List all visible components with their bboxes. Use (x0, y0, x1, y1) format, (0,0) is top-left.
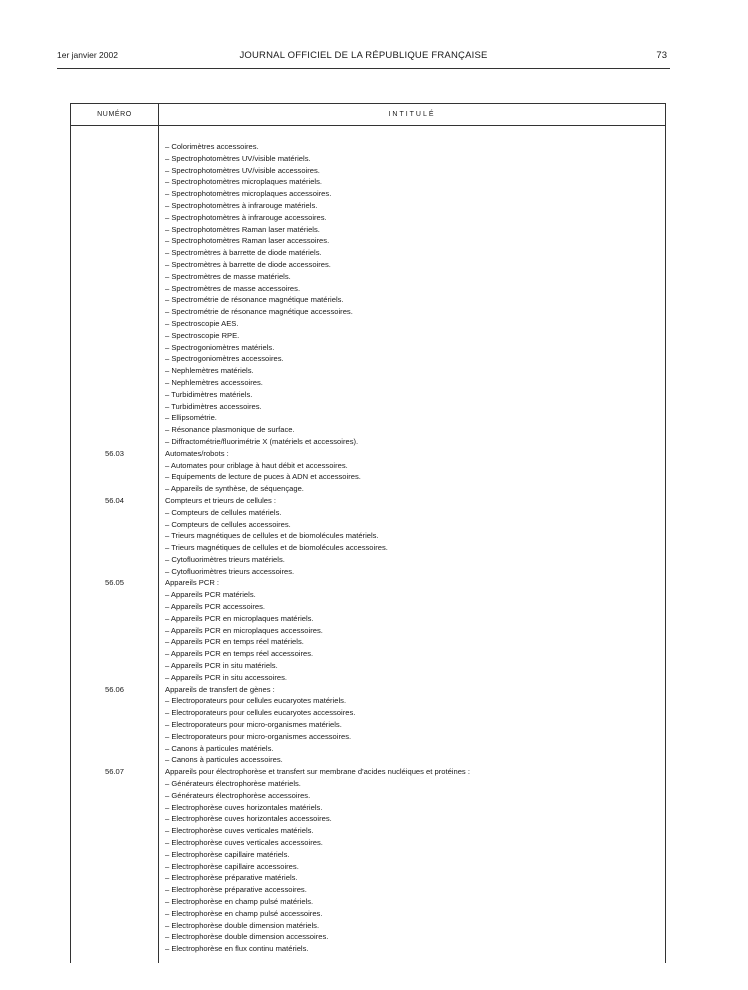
table-row (71, 342, 665, 354)
row-text: – Résonance plasmonique de surface. (165, 425, 295, 435)
table-row (71, 259, 665, 271)
row-text: – Spectrophotomètres à infrarouge accessoires. (165, 212, 327, 222)
table-row (71, 813, 665, 825)
table-row (71, 908, 665, 920)
table-row (71, 283, 665, 295)
row-text: – Générateurs électrophorèse matériels. (165, 779, 301, 789)
row-text: – Spectromètres à barrette de diode accessoires. (165, 259, 331, 269)
row-text: – Electrophorèse capillaire accessoires. (165, 861, 299, 871)
table-row (71, 224, 665, 236)
row-text: – Générateurs électrophorèse accessoires. (165, 790, 311, 800)
table-row (71, 271, 665, 283)
table-row (71, 861, 665, 873)
table-row (71, 943, 665, 955)
table-row (71, 731, 665, 743)
table-row (71, 377, 665, 389)
table-row (71, 412, 665, 424)
row-text: – Nephlemètres accessoires. (165, 377, 263, 387)
table-row (71, 200, 665, 212)
row-number: 56.04 (104, 495, 124, 505)
table-row (71, 625, 665, 637)
header-divider (57, 68, 670, 69)
row-text: – Electrophorèse en flux continu matériels. (165, 944, 309, 954)
table-row (71, 507, 665, 519)
table-row (71, 495, 665, 507)
table-row (71, 436, 665, 448)
table-row (71, 483, 665, 495)
column-header-title: INTITULÉ (388, 111, 436, 118)
journal-title: JOURNAL OFFICIEL DE LA RÉPUBLIQUE FRANÇAISE (239, 50, 488, 61)
row-text: – Appareils PCR en microplaques accessoires. (165, 625, 323, 635)
row-text: – Turbidimètres accessoires. (165, 401, 262, 411)
row-text: – Electrophorèse double dimension accessoires. (165, 932, 329, 942)
table-row (71, 872, 665, 884)
table-row (71, 389, 665, 401)
table-row (71, 554, 665, 566)
row-text: – Spectrophotomètres microplaques matériels. (165, 177, 323, 187)
table-row (71, 778, 665, 790)
table-row (71, 141, 665, 153)
table-row (71, 294, 665, 306)
table-row (71, 672, 665, 684)
table-row (71, 330, 665, 342)
row-text: – Nephlemètres matériels. (165, 366, 254, 376)
row-text: – Appareils PCR en microplaques matériels. (165, 613, 314, 623)
row-text: – Canons à particules matériels. (165, 743, 274, 753)
table-row (71, 247, 665, 259)
row-text: – Electrophorèse cuves horizontales accessoires. (165, 814, 332, 824)
table-row (71, 884, 665, 896)
row-text: – Compteurs de cellules matériels. (165, 507, 282, 517)
row-text: – Diffractométrie/fluorimétrie X (matériels et accessoires). (165, 436, 359, 446)
row-text: Automates/robots : (165, 448, 229, 458)
table-row (71, 306, 665, 318)
row-text: – Trieurs magnétiques de cellules et de biomolécules matériels. (165, 531, 379, 541)
table-row (71, 401, 665, 413)
row-text: – Spectrogoniomètres matériels. (165, 342, 275, 352)
table-row (71, 589, 665, 601)
table-row (71, 471, 665, 483)
row-text: – Cytofluorimètres trieurs matériels. (165, 554, 285, 564)
page-header (57, 50, 670, 64)
row-text: – Appareils PCR matériels. (165, 590, 256, 600)
row-text: – Spectromètres à barrette de diode matériels. (165, 248, 322, 258)
table-row (71, 707, 665, 719)
nomenclature-table (70, 103, 666, 963)
row-text: – Appareils de synthèse, de séquençage. (165, 484, 304, 494)
table-row (71, 577, 665, 589)
row-text: – Spectrométrie de résonance magnétique matériels. (165, 295, 344, 305)
row-text: Appareils pour électrophorèse et transfert sur membrane d'acides nucléiques et protéines : (165, 767, 470, 777)
row-text: – Electrophorèse cuves verticales matériels. (165, 826, 314, 836)
table-row (71, 448, 665, 460)
table-row (71, 519, 665, 531)
table-row (71, 636, 665, 648)
column-header-number: NUMÉRO (97, 111, 132, 118)
row-text: – Colorimètres accessoires. (165, 142, 259, 151)
table-row (71, 318, 665, 330)
table-header (71, 104, 665, 126)
row-text: Appareils PCR : (165, 578, 220, 588)
row-text: – Electroporateurs pour micro-organismes accessoires. (165, 731, 352, 741)
table-row (71, 931, 665, 943)
table-row (71, 766, 665, 778)
table-row (71, 754, 665, 766)
row-text: – Electrophorèse double dimension matériels. (165, 920, 320, 930)
row-text: – Spectrophotomètres UV/visible accessoires. (165, 165, 320, 175)
issue-date: 1er janvier 2002 (57, 50, 118, 60)
row-text: Compteurs et trieurs de cellules : (165, 495, 276, 505)
row-text: – Compteurs de cellules accessoires. (165, 519, 291, 529)
row-text: – Electroporateurs pour cellules eucaryotes accessoires. (165, 708, 356, 718)
row-text: – Spectrophotomètres microplaques accessoires. (165, 189, 332, 199)
row-text: – Spectrogoniomètres accessoires. (165, 354, 284, 364)
table-row (71, 825, 665, 837)
row-text: – Appareils PCR accessoires. (165, 602, 266, 612)
table-row (71, 353, 665, 365)
row-text: – Electroporateurs pour cellules eucaryotes matériels. (165, 696, 347, 706)
row-text: – Cytofluorimètres trieurs accessoires. (165, 566, 295, 576)
table-row (71, 176, 665, 188)
row-text: – Spectrométrie de résonance magnétique accessoires. (165, 307, 353, 317)
row-text: – Ellipsométrie. (165, 413, 217, 423)
row-text: – Spectrophotomètres à infrarouge matériels. (165, 200, 318, 210)
page-number: 73 (656, 50, 667, 61)
table-row (71, 165, 665, 177)
table-row (71, 566, 665, 578)
row-text: – Canons à particules accessoires. (165, 755, 283, 765)
row-number: 56.06 (104, 684, 124, 694)
row-text: – Electrophorèse cuves verticales accessoires. (165, 838, 323, 848)
table-row (71, 660, 665, 672)
table-row (71, 613, 665, 625)
row-text: – Spectrophotomètres UV/visible matériels. (165, 153, 311, 163)
table-row (71, 849, 665, 861)
table-row (71, 920, 665, 932)
row-text: – Turbidimètres matériels. (165, 389, 253, 399)
row-text: – Electrophorèse en champ pulsé accessoires. (165, 908, 323, 918)
row-number: 56.07 (104, 767, 124, 777)
row-text: – Spectroscopie RPE. (165, 330, 240, 340)
row-text: – Spectrophotomètres Raman laser matériels. (165, 224, 320, 234)
row-text: – Appareils PCR in situ accessoires. (165, 672, 287, 682)
table-row (71, 212, 665, 224)
table-row (71, 684, 665, 696)
table-row (71, 790, 665, 802)
table-row (71, 153, 665, 165)
row-text: – Electroporateurs pour micro-organismes matériels. (165, 720, 342, 730)
table-row (71, 424, 665, 436)
row-text: – Spectrophotomètres Raman laser accessoires. (165, 236, 330, 246)
table-row (71, 837, 665, 849)
table-row (71, 802, 665, 814)
table-row (71, 365, 665, 377)
row-text: – Electrophorèse cuves horizontales matériels. (165, 802, 323, 812)
table-row (71, 601, 665, 613)
row-text: – Equipements de lecture de puces à ADN et accessoires. (165, 472, 361, 482)
row-text: – Automates pour criblage à haut débit et accessoires. (165, 460, 348, 470)
row-text: – Appareils PCR en temps réel matériels. (165, 637, 304, 647)
row-text: – Electrophorèse préparative matériels. (165, 873, 298, 883)
table-row (71, 235, 665, 247)
row-text: – Spectromètres de masse accessoires. (165, 283, 301, 293)
row-number: 56.03 (104, 448, 124, 458)
row-text: – Trieurs magnétiques de cellules et de biomolécules accessoires. (165, 543, 388, 553)
row-text: Appareils de transfert de gènes : (165, 684, 275, 694)
row-number: 56.05 (104, 578, 124, 588)
table-row (71, 530, 665, 542)
row-text: – Appareils PCR en temps réel accessoires. (165, 649, 314, 659)
table-row (71, 719, 665, 731)
table-row (71, 695, 665, 707)
table-row (71, 648, 665, 660)
row-text: – Spectromètres de masse matériels. (165, 271, 291, 281)
table-row (71, 542, 665, 554)
table-row (71, 188, 665, 200)
table-row (71, 460, 665, 472)
row-text: – Spectroscopie AES. (165, 318, 239, 328)
row-text: – Appareils PCR in situ matériels. (165, 661, 278, 671)
row-text: – Electrophorèse en champ pulsé matériels. (165, 897, 314, 906)
table-row (71, 896, 665, 908)
table-row (71, 743, 665, 755)
row-text: – Electrophorèse capillaire matériels. (165, 849, 290, 859)
table-body (71, 141, 665, 955)
row-text: – Electrophorèse préparative accessoires. (165, 885, 307, 895)
